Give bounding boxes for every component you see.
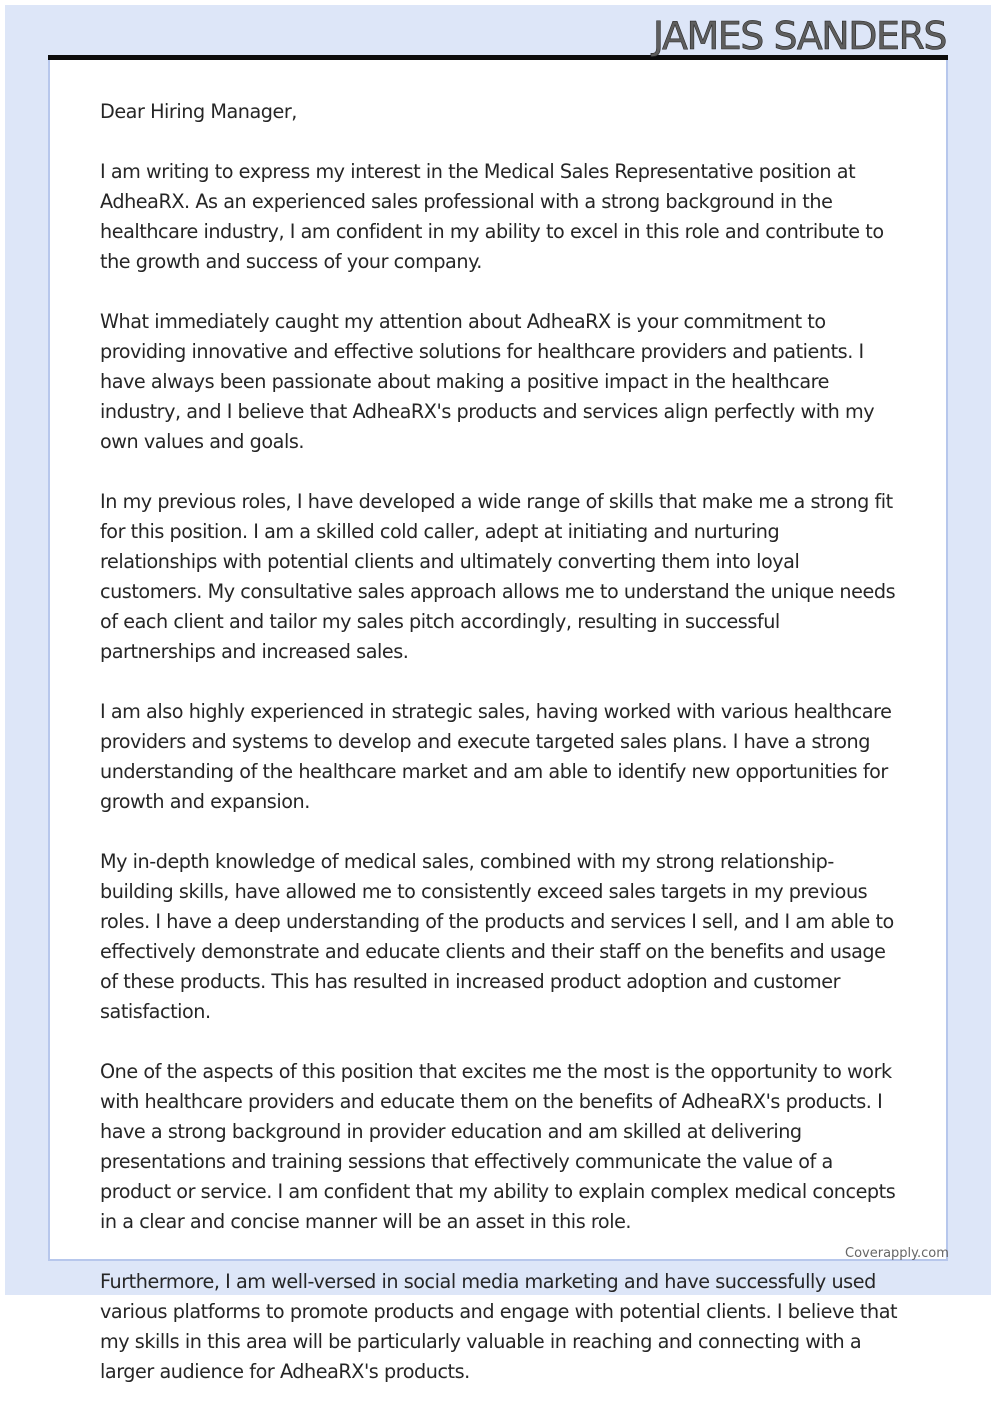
watermark-text: Coverapply.com bbox=[845, 1246, 949, 1261]
paragraph-5: My in-depth knowledge of medical sales, combined with my strong relationship-building skills, have allowed me to consistently exceed sales targets in my previous roles. I have a deep understanding of the products and services I sell, and I am able to effectively demonstrate and educate clients and their staff on the benefits and usage of these products. This has resulted in increased product adoption and customer satisfaction. bbox=[100, 850, 894, 1023]
paragraph-2: What immediately caught my attention about AdheaRX is your commitment to providing innovative and effective solutions for healthcare providers and patients. I have always been passionate about making a positive impact in the healthcare industry, and I believe that AdheaRX's products and services align perfectly with my own values and goals. bbox=[100, 310, 875, 453]
applicant-name: JAMES SANDERS bbox=[652, 14, 946, 58]
paragraph-7: Furthermore, I am well-versed in social media marketing and have successfully used various platforms to promote products and engage with potential clients. I believe that my skills in this area will be particularly valuable in reaching and connecting with a larger audience for AdheaRX's products. bbox=[100, 1270, 898, 1383]
letter-body bbox=[100, 97, 900, 1417]
paragraph-6: One of the aspects of this position that excites me the most is the opportunity to work with healthcare providers and educate them on the benefits of AdheaRX's products. I have a strong background in provider education and am skilled at delivering presentations and training sessions that effectively communicate the value of a product or service. I am confident that my ability to explain complex medical concepts in a clear and concise manner will be an asset in this role. bbox=[100, 1060, 896, 1233]
paragraph-3: In my previous roles, I have developed a wide range of skills that make me a strong fit for this position. I am a skilled cold caller, adept at initiating and nurturing relationships with potential clients and ultimately converting them into loyal customers. My consultative sales approach allows me to understand the unique needs of each client and tailor my sales pitch accordingly, resulting in successful partnerships and increased sales. bbox=[100, 490, 896, 663]
paragraph-1: I am writing to express my interest in the Medical Sales Representative position at AdheaRX. As an experienced sales professional with a strong background in the healthcare industry, I am confident in my ability to excel in this role and contribute to the growth and success of your company. bbox=[100, 160, 884, 273]
paragraph-4: I am also highly experienced in strategic sales, having worked with various healthcare providers and systems to develop and execute targeted sales plans. I have a strong understanding of the healthcare market and am able to identify new opportunities for growth and expansion. bbox=[100, 700, 892, 813]
salutation: Dear Hiring Manager, bbox=[100, 100, 297, 123]
